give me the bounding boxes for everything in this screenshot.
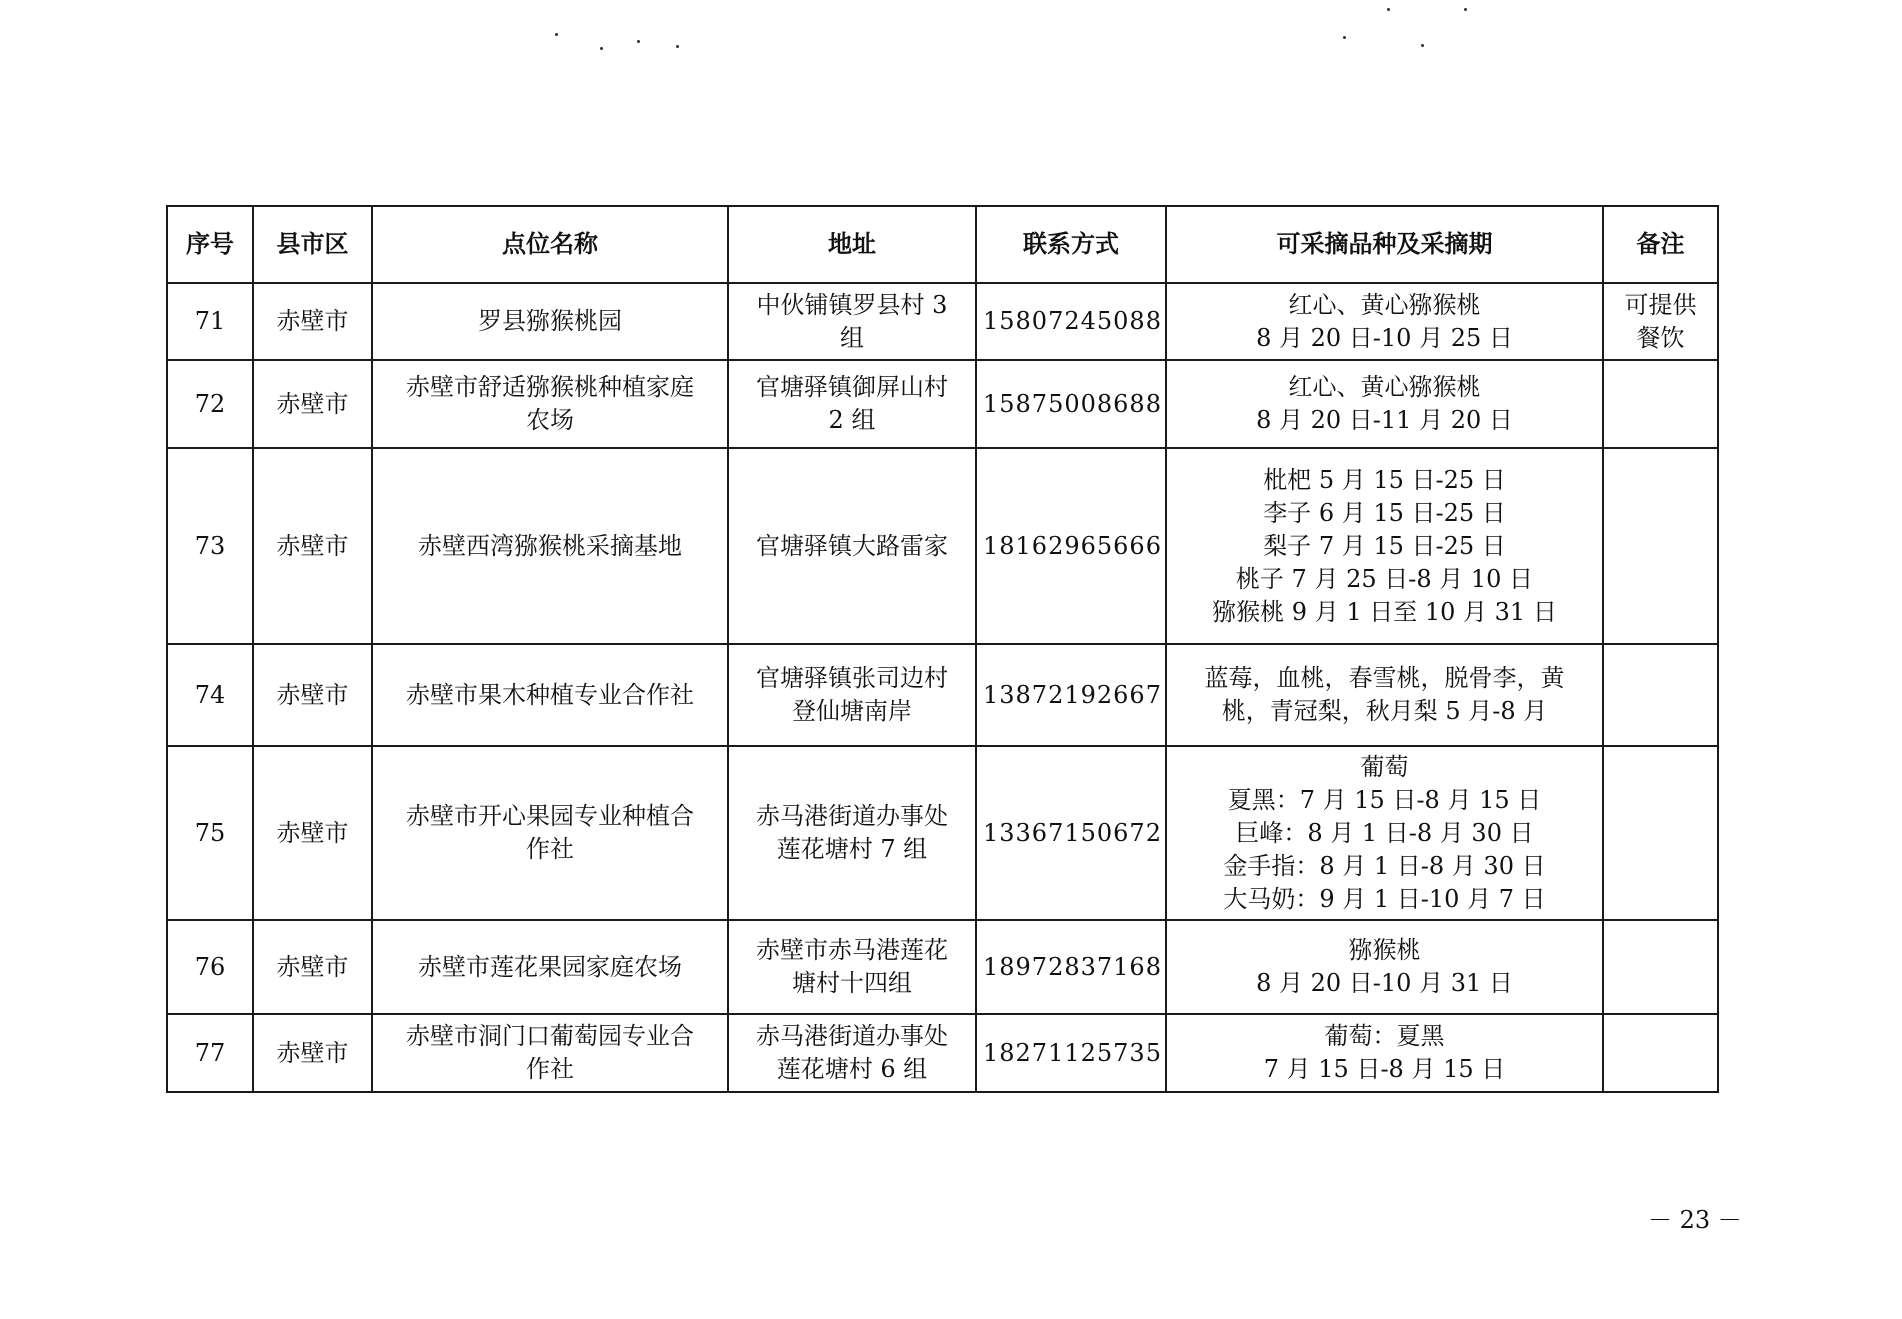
header-district: 县市区 — [253, 206, 372, 283]
table-row — [167, 644, 1718, 746]
row-phone: 18162965666 — [976, 448, 1166, 644]
table-row — [167, 746, 1718, 920]
row-varieties: 葡萄 夏黑：7 月 15 日-8 月 15 日 巨峰：8 月 1 日-8 月 30 日 金手指：8 月 1 日-8 月 30 日 大马奶：9 月 1 日-10 月 7 日 — [1166, 746, 1603, 920]
header-no: 序号 — [167, 206, 253, 283]
header-note: 备注 — [1603, 206, 1718, 283]
scan-speck — [1464, 8, 1467, 11]
row-district: 赤壁市 — [253, 283, 372, 360]
row-varieties: 红心、黄心猕猴桃 8 月 20 日-11 月 20 日 — [1166, 360, 1603, 448]
row-site-name: 赤壁市莲花果园家庭农场 — [372, 920, 728, 1014]
row-phone: 13367150672 — [976, 746, 1166, 920]
row-site-name: 赤壁市果木种植专业合作社 — [372, 644, 728, 746]
header-row — [167, 206, 1718, 283]
row-no: 74 — [167, 644, 253, 746]
row-note — [1603, 644, 1718, 746]
row-address: 官塘驿镇御屏山村 2 组 — [728, 360, 976, 448]
row-site-name: 罗县猕猴桃园 — [372, 283, 728, 360]
table-row — [167, 1014, 1718, 1092]
row-district: 赤壁市 — [253, 920, 372, 1014]
scan-speck — [555, 33, 558, 36]
row-no: 77 — [167, 1014, 253, 1092]
row-varieties: 枇杷 5 月 15 日-25 日 李子 6 月 15 日-25 日 梨子 7 月 15 日-25 日 桃子 7 月 25 日-8 月 10 日 猕猴桃 9 月 1 日至 10 月 31 日 — [1166, 448, 1603, 644]
row-site-name: 赤壁市开心果园专业种植合 作社 — [372, 746, 728, 920]
row-district: 赤壁市 — [253, 746, 372, 920]
row-no: 71 — [167, 283, 253, 360]
row-note — [1603, 360, 1718, 448]
scan-speck — [676, 45, 679, 48]
picking-sites-table — [166, 205, 1719, 1093]
row-address: 赤马港街道办事处 莲花塘村 6 组 — [728, 1014, 976, 1092]
row-note — [1603, 448, 1718, 644]
row-no: 73 — [167, 448, 253, 644]
table-row — [167, 283, 1718, 360]
row-note — [1603, 1014, 1718, 1092]
row-address: 赤马港街道办事处 莲花塘村 7 组 — [728, 746, 976, 920]
header-address: 地址 — [728, 206, 976, 283]
row-phone: 15875008688 — [976, 360, 1166, 448]
row-phone: 13872192667 — [976, 644, 1166, 746]
row-district: 赤壁市 — [253, 448, 372, 644]
row-no: 76 — [167, 920, 253, 1014]
row-note — [1603, 920, 1718, 1014]
row-no: 72 — [167, 360, 253, 448]
scan-speck — [600, 47, 603, 50]
table-row — [167, 360, 1718, 448]
row-phone: 18271125735 — [976, 1014, 1166, 1092]
row-varieties: 蓝莓，血桃，春雪桃，脱骨李，黄 桃，青冠梨，秋月梨 5 月-8 月 — [1166, 644, 1603, 746]
row-varieties: 葡萄：夏黑 7 月 15 日-8 月 15 日 — [1166, 1014, 1603, 1092]
scan-speck — [1343, 36, 1346, 39]
header-contact: 联系方式 — [976, 206, 1166, 283]
row-varieties: 猕猴桃 8 月 20 日-10 月 31 日 — [1166, 920, 1603, 1014]
row-address: 官塘驿镇大路雷家 — [728, 448, 976, 644]
row-site-name: 赤壁西湾猕猴桃采摘基地 — [372, 448, 728, 644]
row-district: 赤壁市 — [253, 360, 372, 448]
row-address: 中伙铺镇罗县村 3 组 — [728, 283, 976, 360]
row-note: 可提供 餐饮 — [1603, 283, 1718, 360]
header-varieties: 可采摘品种及采摘期 — [1166, 206, 1603, 283]
row-varieties: 红心、黄心猕猴桃 8 月 20 日-10 月 25 日 — [1166, 283, 1603, 360]
row-phone: 15807245088 — [976, 283, 1166, 360]
table-row — [167, 448, 1718, 644]
scan-speck — [1387, 8, 1390, 11]
row-phone: 18972837168 — [976, 920, 1166, 1014]
page-number: － 23 － — [1648, 1206, 1742, 1234]
row-note — [1603, 746, 1718, 920]
row-address: 官塘驿镇张司边村 登仙塘南岸 — [728, 644, 976, 746]
row-no: 75 — [167, 746, 253, 920]
table-row — [167, 920, 1718, 1014]
header-site-name: 点位名称 — [372, 206, 728, 283]
row-address: 赤壁市赤马港莲花 塘村十四组 — [728, 920, 976, 1014]
scan-speck — [637, 40, 640, 43]
row-district: 赤壁市 — [253, 1014, 372, 1092]
row-district: 赤壁市 — [253, 644, 372, 746]
row-site-name: 赤壁市舒适猕猴桃种植家庭 农场 — [372, 360, 728, 448]
row-site-name: 赤壁市洞门口葡萄园专业合 作社 — [372, 1014, 728, 1092]
scan-speck — [1421, 44, 1424, 47]
